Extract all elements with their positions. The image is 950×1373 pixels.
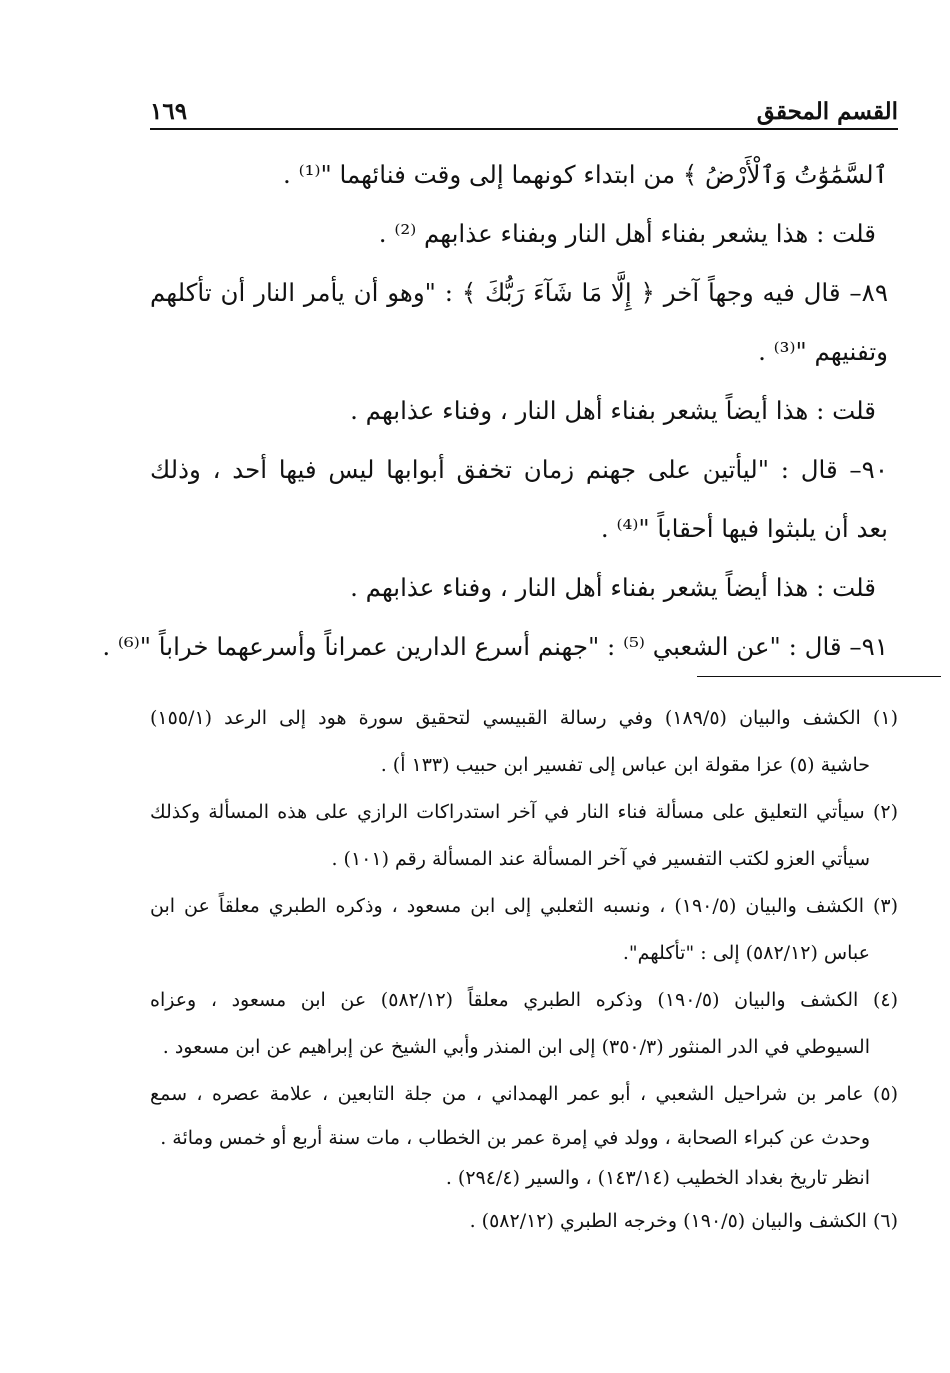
- footnote-line: عباس (٥٨٢/١٢) إلى : "تأكلهم".: [622, 942, 870, 964]
- footnote-line: (١) الكشف والبيان (١٨٩/٥) وفي رسالة القبيسي لتحقيق سورة هود إلى الرعد (١٥٥/١): [150, 707, 898, 729]
- body-line: بعد أن يلبثوا فيها أحقاباً "⁽⁴⁾ .: [600, 514, 888, 543]
- footnote-line: حاشية (٥) عزا مقولة ابن عباس إلى تفسير ابن حبيب (١٣٣ أ) .: [380, 754, 870, 776]
- body-line: ٩٠– قال : "ليأتين على جهنم زمان تخفق أبوابها ليس فيها أحد ، وذلك: [150, 455, 888, 484]
- footnote-line: (٢) سيأتي التعليق على مسألة فناء النار في آخر استدراكات الرازي على هذه المسألة وكذلك: [150, 801, 898, 823]
- footnote-line: وحدث عن كبراء الصحابة ، وولد في إمرة عمر بن الخطاب ، مات سنة أربع أو خمس ومائة .: [160, 1127, 870, 1149]
- footnote-line: (٣) الكشف والبيان (١٩٠/٥) ، ونسبه الثعلبي إلى ابن مسعود ، وذكره الطبري معلقاً عن ابن: [150, 895, 898, 917]
- header-divider: [150, 128, 898, 130]
- footnote-line: انظر تاريخ بغداد الخطيب (١٤٣/١٤) ، والسير (٢٩٤/٤) .: [445, 1167, 870, 1189]
- body-line: وتفنيهم "⁽³⁾ .: [758, 337, 888, 366]
- body-line: قلت : هذا يشعر بفناء أهل النار وبفناء عذابهم ⁽²⁾ .: [378, 219, 876, 248]
- page-number: ١٦٩: [150, 98, 188, 125]
- section-title: القسم المحقق: [756, 98, 898, 125]
- body-line: قلت : هذا أيضاً يشعر بفناء أهل النار ، وفناء عذابهم .: [350, 573, 876, 602]
- body-line: قلت : هذا أيضاً يشعر بفناء أهل النار ، وفناء عذابهم .: [350, 396, 876, 425]
- footnote-line: (٦) الكشف والبيان (١٩٠/٥) وخرجه الطبري (٥٨٢/١٢) .: [469, 1210, 898, 1232]
- footnote-divider: [697, 676, 941, 677]
- footnotes: [150, 695, 898, 1245]
- footnote-line: (٤) الكشف والبيان (١٩٠/٥) وذكره الطبري معلقاً (٥٨٢/١٢) عن ابن مسعود ، وعزاه: [150, 989, 899, 1011]
- running-header: [150, 85, 898, 125]
- footnote-line: (٥) عامر بن شراحيل الشعبي ، أبو عمر الهمداني ، من جلة التابعين ، علامة عصره ، سمع: [150, 1083, 898, 1105]
- footnote-line: السيوطي في الدر المنثور (٣٥٠/٣) إلى ابن المنذر وأبي الشيخ عن إبراهيم عن ابن مسعود .: [162, 1036, 870, 1058]
- main-text: [102, 145, 888, 676]
- body-line: ٨٩– قال فيه وجهاً آخر ﴿ إِلَّا مَا شَآءَ رَبُّكَ ﴾ : "وهو أن يأمر النار أن تأكلهم: [150, 278, 888, 307]
- footnote-line: سيأتي العزو لكتب التفسير في آخر المسألة عند المسألة رقم (١٠١) .: [331, 848, 870, 870]
- body-line: ٩١– قال : "عن الشعبي ⁽⁵⁾ : "جهنم أسرع الدارين عمراناً وأسرعهما خراباً "⁽⁶⁾ .: [102, 632, 888, 661]
- body-line: ٱلسَّمَٰوَٰتُ وَٱلْأَرْضُ ﴾ من ابتداء كونهما إلى وقت فنائهما "⁽¹⁾ .: [283, 160, 888, 189]
